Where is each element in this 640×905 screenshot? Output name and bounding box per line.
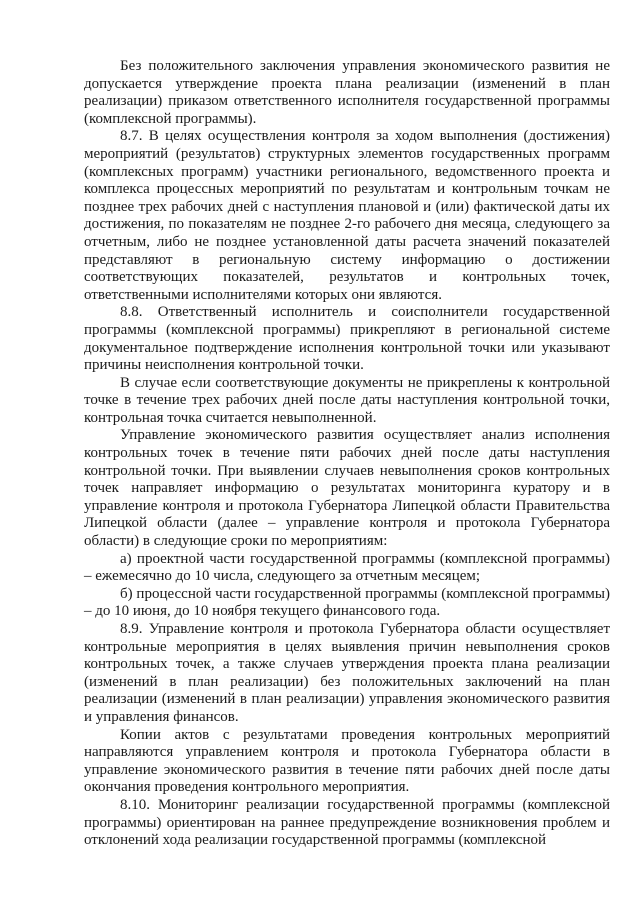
paragraph-8: 8.9. Управление контроля и протокола Губернатора области осуществляет контрольные мероприятия в целях выявления причин невыполнения сроков контрольных точек, а также случаев утверждения проекта плана реализации (изменений в план реализации) без положительных заключений на план реализации (изменений в план реализации) управления экономического развития и управления финансов.	[84, 621, 610, 725]
paragraph-3: 8.8. Ответственный исполнитель и соисполнители государственной программы (комплексной программы) прикрепляют в региональной системе документальное подтверждение исполнения контрольной точки или указывают причины неисполнения контрольной точки.	[84, 304, 610, 374]
paragraph-1: Без положительного заключения управления экономического развития не допускается утверждение проекта плана реализации (изменений в план реализации) приказом ответственного исполнителя государственной программы (комплексной программы).	[84, 58, 610, 127]
paragraph-2: 8.7. В целях осуществления контроля за ходом выполнения (достижения) мероприятий (результатов) структурных элементов государственных программ (комплексных программ) участники регионального, ведомственного проекта и комплекса процессных мероприятий по результатам и контрольным точкам не позднее трех рабочих дней с наступления плановой и (или) фактической даты их достижения, по показателям не позднее 2-го рабочего дня месяца, следующего за отчетным, либо не позднее установленной даты расчета значений показателей представляют в региональную систему информацию о достижении соответствующих показателей, результатов и контрольных точек, ответственными исполнителями которых они являются.	[84, 128, 610, 303]
paragraph-6: а) проектной части государственной программы (комплексной программы) – ежемесячно до 10 числа, следующего за отчетным месяцем;	[84, 550, 610, 585]
paragraph-10: 8.10. Мониторинг реализации государственной программы (комплексной программы) ориентирован на раннее предупреждение возникновения проблем и отклонений хода реализации государственной программы (комплексной	[84, 796, 610, 849]
paragraph-5: Управление экономического развития осуществляет анализ исполнения контрольных точек в течение пяти рабочих дней после даты наступления контрольной точки. При выявлении случаев невыполнения сроков контрольных точек направляет информацию о результатах мониторинга куратору и в управление контроля и протокола Губернатора Липецкой области Правительства Липецкой области (далее – управление контроля и протокола Губернатора области) в следующие сроки по мероприятиям:	[84, 427, 610, 550]
paragraph-4: В случае если соответствующие документы не прикреплены к контрольной точке в течение трех рабочих дней после даты наступления контрольной точки, контрольная точка считается невыполненной.	[84, 374, 610, 426]
document-body	[84, 58, 610, 850]
paragraph-7: б) процессной части государственной программы (комплексной программы) – до 10 июня, до 10 ноября текущего финансового года.	[84, 585, 610, 620]
paragraph-9: Копии актов с результатами проведения контрольных мероприятий направляются управлением контроля и протокола Губернатора области в управление экономического развития в течение пяти рабочих дней после даты окончания проведения контрольного мероприятия.	[84, 726, 610, 796]
